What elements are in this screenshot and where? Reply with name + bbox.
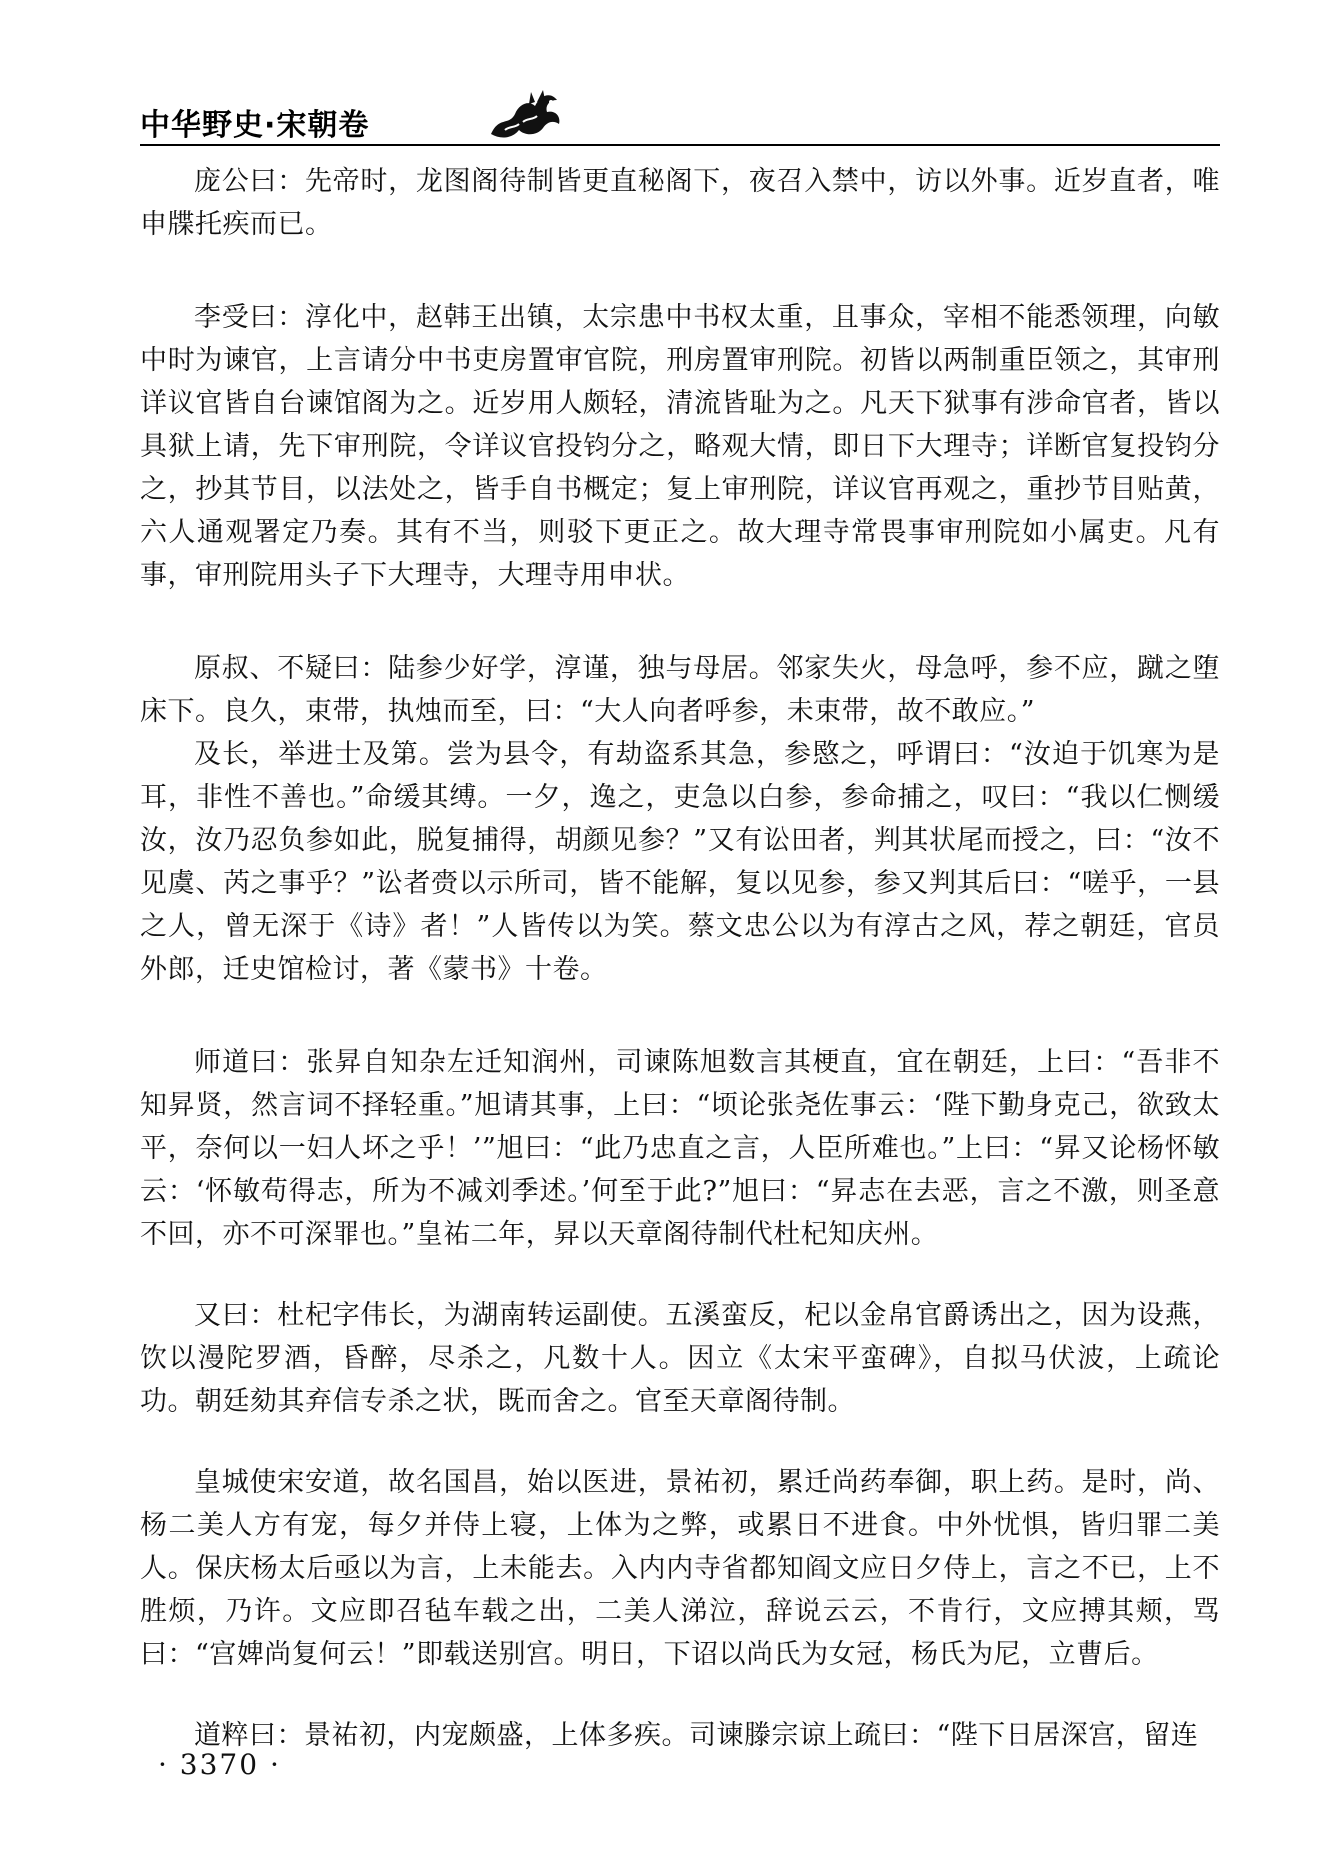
page-body <box>140 160 1220 1757</box>
paragraph-li-shou: 李受曰：淳化中，赵韩王出镇，太宗患中书权太重，且事众，宰相不能悉领理，向敏中时为谏官，上言请分中书吏房置审官院，刑房置审刑院。初皆以两制重臣领之，其审刑详议官皆自台谏馆阁为之。近岁用人颇轻，清流皆耻为之。凡天下狱事有涉命官者，皆以具狱上请，先下审刑院，令详议官投钧分之，略观大情，即日下大理寺；详断官复投钧分之，抄其节目，以法处之，皆手自书概定；复上审刑院，详议官再观之，重抄节目贴黄，六人通观署定乃奏。其有不当，则驳下更正之。故大理寺常畏事审刑院如小属吏。凡有事，审刑院用头子下大理寺，大理寺用申状。 <box>140 302 1220 591</box>
paragraph-shi-dao: 师道曰：张昇自知杂左迁知润州，司谏陈旭数言其梗直，宜在朝廷，上曰：“吾非不知昇贤，然言词不择轻重。”旭请其事，上曰：“顷论张尧佐事云：‘陛下勤身克己，欲致太平，奈何以一妇人坏之乎！’”旭曰：“此乃忠直之言，人臣所难也。”上曰：“昇又论杨怀敏云：‘怀敏苟得志，所为不减刘季述。’何至于此?”旭曰：“昇志在去恶，言之不激，则圣意不回，亦不可深罪也。”皇祐二年，昇以天章阁待制代杜杞知庆州。 <box>140 1047 1220 1250</box>
header-rule <box>140 144 1220 146</box>
paragraph-dao-cui: 道粹曰：景祐初，内宠颇盛，上体多疾。司谏滕宗谅上疏曰：“陛下日居深宫，留连 <box>194 1720 1199 1751</box>
running-header <box>140 92 1220 150</box>
dragon-emblem-icon <box>485 86 567 146</box>
page-number: · 3370 · <box>158 1748 281 1781</box>
book-title: 中华野史·宋朝卷 <box>140 108 370 143</box>
paragraph-lu-can-2: 及长，举进士及第。尝为县令，有劫盗系其急，参愍之，呼谓曰：“汝迫于饥寒为是耳，非性不善也。”命缓其缚。一夕，逸之，吏急以白参，参命捕之，叹曰：“我以仁恻缓汝，汝乃忍负参如此，脱复捕得，胡颜见参？”又有讼田者，判其状尾而授之，曰：“汝不见虞、芮之事乎？”讼者赍以示所司，皆不能解，复以见参，参又判其后曰：“嗟乎，一县之人，曾无深于《诗》者！”人皆传以为笑。蔡文忠公以为有淳古之风，荐之朝廷，官员外郎，迁史馆检讨，著《蒙书》十卷。 <box>140 739 1220 985</box>
paragraph-pang: 庞公曰：先帝时，龙图阁待制皆更直秘阁下，夜召入禁中，访以外事。近岁直者，唯申牒托疾而已。 <box>140 166 1220 240</box>
paragraph-lu-can-1: 原叔、不疑曰：陆参少好学，淳谨，独与母居。邻家失火，母急呼，参不应，蹴之堕床下。良久，束带，执烛而至，曰：“大人向者呼参，未束带，故不敢应。” <box>140 653 1220 727</box>
paragraph-song-an-dao: 皇城使宋安道，故名国昌，始以医进，景祐初，累迁尚药奉御，职上药。是时，尚、杨二美人方有宠，每夕并侍上寝，上体为之弊，或累日不进食。中外忧惧，皆归罪二美人。保庆杨太后亟以为言，上未能去。入内内寺省都知阎文应日夕侍上，言之不已，上不胜烦，乃许。文应即召毡车载之出，二美人涕泣，辞说云云，不肯行，文应搏其颊，骂曰：“宫婢尚复何云！”即载送别宫。明日，下诏以尚氏为女冠，杨氏为尼，立曹后。 <box>140 1467 1220 1670</box>
paragraph-du-qi: 又曰：杜杞字伟长，为湖南转运副使。五溪蛮反，杞以金帛官爵诱出之，因为设燕，饮以漫陀罗酒，昏醉，尽杀之，凡数十人。因立《太宋平蛮碑》，自拟马伏波，上疏论功。朝廷劾其弃信专杀之状，既而舍之。官至天章阁待制。 <box>140 1300 1220 1417</box>
